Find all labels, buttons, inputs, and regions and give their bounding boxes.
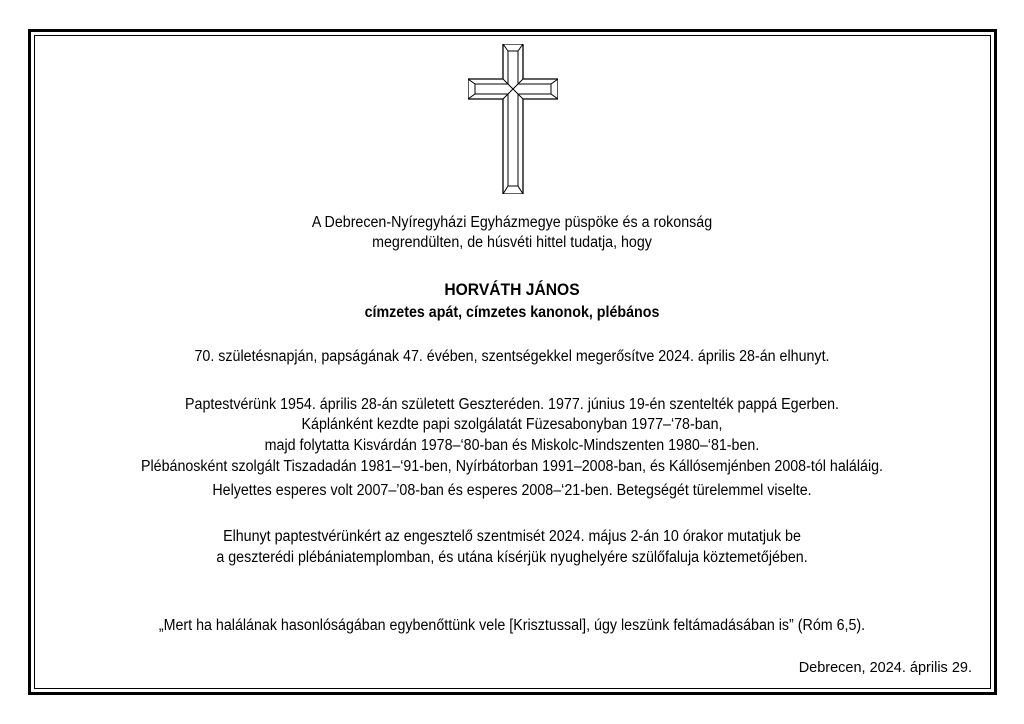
funeral-line-1: Elhunyt paptestvérünkért az engesztelő szentmisét 2024. május 2-án 10 órakor mutatjuk be xyxy=(223,528,801,545)
bible-quote: „Mert ha halálának hasonlóságában egybenőttünk vele [Krisztussal], úgy leszünk feltámadásában is” (Róm 6,5). xyxy=(158,617,866,634)
biography-line-5: Helyettes esperes volt 2007–’08-ban és esperes 2008–‘21-ben. Betegségét türelemmel viselte. xyxy=(212,482,812,499)
cross-icon xyxy=(468,44,558,194)
biography-line-3: majd folytatta Kisvárdán 1978–‘80-ban és Miskolc-Mindszenten 1980–‘81-ben. xyxy=(264,437,760,454)
intro-line-1: A Debrecen-Nyíregyházi Egyházmegye püspöke és a rokonság xyxy=(311,214,713,231)
biography-line-1: Paptestvérünk 1954. április 28-án született Geszteréden. 1977. június 19-én szentelték pappá Egerben. xyxy=(184,396,840,413)
biography-line-2: Káplánként kezdte papi szolgálatát Füzesabonyban 1977–‘78-ban, xyxy=(301,416,723,433)
intro-line-2: megrendülten, de húsvéti hittel tudatja, hogy xyxy=(372,234,652,251)
biography-line-4: Plébánosként szolgált Tiszadadán 1981–‘91-ben, Nyírbátorban 1991–2008-ban, és Kállósemjénben 2008-tól haláláig. xyxy=(140,458,884,475)
funeral-line-2: a geszterédi plébániatemplomban, és utána kísérjük nyughelyére szülőfaluja köztemetőjében. xyxy=(216,549,808,566)
death-announcement: 70. születésnapján, papságának 47. évében, szentségekkel megerősítve 2024. április 28-án elhunyt. xyxy=(194,348,830,365)
deceased-titles: címzetes apát, címzetes kanonok, plébános xyxy=(364,304,660,321)
place-and-date: Debrecen, 2024. április 29. xyxy=(798,660,972,676)
deceased-name: HORVÁTH JÁNOS xyxy=(444,280,580,299)
